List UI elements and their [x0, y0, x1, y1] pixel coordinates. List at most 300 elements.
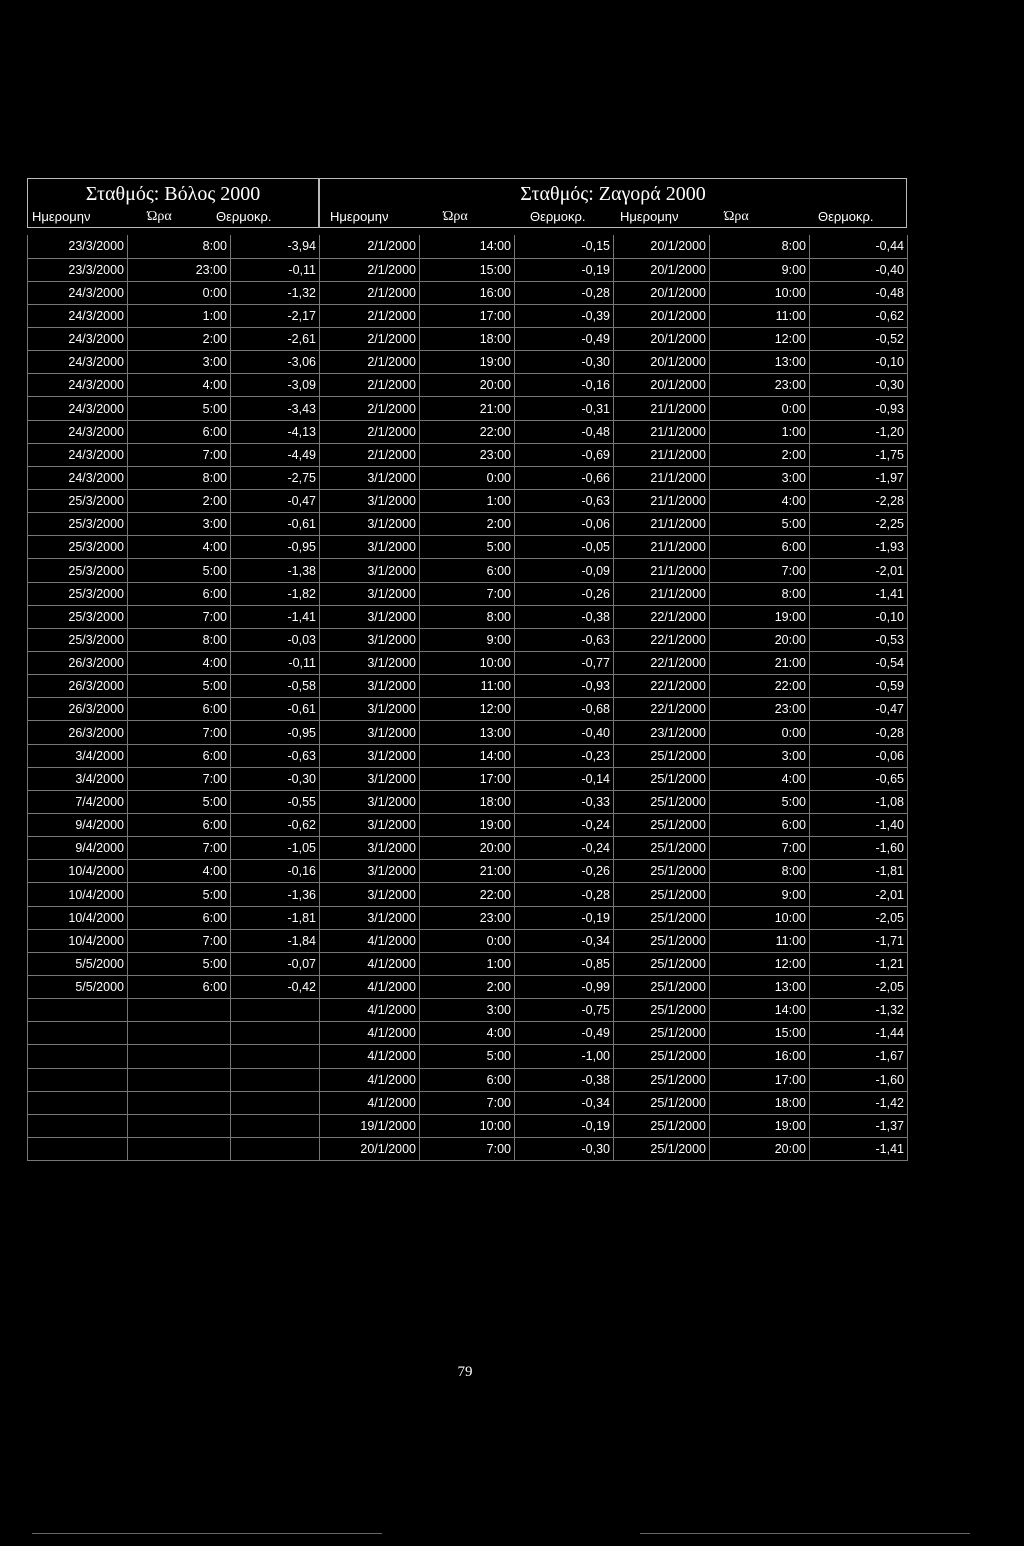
volos-cell [231, 1137, 320, 1160]
zagora-cell: 6:00 [710, 536, 810, 559]
zagora-cell: 4/1/2000 [320, 999, 420, 1022]
zagora-cell: -0,93 [515, 675, 614, 698]
volos-row [28, 1091, 320, 1114]
zagora-cell: 12:00 [710, 952, 810, 975]
zagora-cell: -0,06 [810, 744, 908, 767]
zagora-cell: -0,38 [515, 1068, 614, 1091]
zagora-row [320, 1045, 908, 1068]
zagora-cell: 25/1/2000 [614, 1068, 710, 1091]
volos-cell: 3:00 [128, 351, 231, 374]
volos-cell: 7:00 [128, 929, 231, 952]
zagora-row [320, 420, 908, 443]
zagora-cell: -0,59 [810, 675, 908, 698]
zagora-cell: 20/1/2000 [320, 1137, 420, 1160]
volos-cell: -1,82 [231, 582, 320, 605]
volos-cell: 6:00 [128, 698, 231, 721]
zagora-row [320, 721, 908, 744]
volos-row [28, 744, 320, 767]
volos-cell: -0,61 [231, 698, 320, 721]
zagora-cell: 4:00 [710, 767, 810, 790]
volos-cell: -1,38 [231, 559, 320, 582]
volos-row [28, 351, 320, 374]
volos-cell: 5:00 [128, 559, 231, 582]
zagora-cell: 4/1/2000 [320, 952, 420, 975]
zagora-cell: 3/1/2000 [320, 906, 420, 929]
volos-row [28, 814, 320, 837]
volos-cell: 8:00 [128, 628, 231, 651]
zagora-cell: -0,16 [515, 374, 614, 397]
zagora-cell: 5:00 [420, 536, 515, 559]
zagora-cell: 25/1/2000 [614, 906, 710, 929]
zagora-cell: 25/1/2000 [614, 860, 710, 883]
zagora-cell: 7:00 [710, 837, 810, 860]
zagora-col-temp-header-2: Θερμοκρ. [818, 209, 874, 224]
volos-row [28, 1045, 320, 1068]
zagora-cell: -0,52 [810, 328, 908, 351]
zagora-row [320, 1068, 908, 1091]
volos-row [28, 999, 320, 1022]
zagora-cell: 6:00 [710, 814, 810, 837]
volos-cell [28, 999, 128, 1022]
zagora-cell: 4/1/2000 [320, 1091, 420, 1114]
zagora-cell: -0,24 [515, 837, 614, 860]
volos-row [28, 883, 320, 906]
volos-row [28, 652, 320, 675]
zagora-cell: 3/1/2000 [320, 814, 420, 837]
volos-cell: 26/3/2000 [28, 698, 128, 721]
zagora-station-title: Σταθμός: Ζαγορά 2000 [520, 183, 706, 205]
volos-cell [231, 1045, 320, 1068]
volos-row [28, 443, 320, 466]
zagora-cell: 22/1/2000 [614, 605, 710, 628]
volos-cell: 23/3/2000 [28, 235, 128, 258]
volos-cell [28, 1022, 128, 1045]
zagora-cell: -0,54 [810, 652, 908, 675]
volos-row [28, 605, 320, 628]
zagora-cell: 17:00 [420, 767, 515, 790]
zagora-cell: 25/1/2000 [614, 767, 710, 790]
zagora-cell: 2/1/2000 [320, 328, 420, 351]
zagora-cell: 14:00 [710, 999, 810, 1022]
volos-cell: 4:00 [128, 860, 231, 883]
zagora-cell: 2:00 [420, 513, 515, 536]
volos-station-title: Σταθμός: Βόλος 2000 [85, 183, 261, 205]
volos-cell: 6:00 [128, 976, 231, 999]
zagora-cell: 18:00 [420, 328, 515, 351]
volos-cell: -1,05 [231, 837, 320, 860]
zagora-cell: 3/1/2000 [320, 490, 420, 513]
volos-cell: 6:00 [128, 744, 231, 767]
volos-cell: 5:00 [128, 952, 231, 975]
volos-cell: 6:00 [128, 420, 231, 443]
zagora-cell: 12:00 [420, 698, 515, 721]
zagora-cell: -0,44 [810, 235, 908, 258]
volos-row [28, 466, 320, 489]
zagora-cell: 7:00 [420, 582, 515, 605]
volos-row [28, 790, 320, 813]
volos-cell: 2:00 [128, 328, 231, 351]
volos-row [28, 490, 320, 513]
volos-cell: 8:00 [128, 466, 231, 489]
zagora-cell: -0,33 [515, 790, 614, 813]
volos-row [28, 628, 320, 651]
volos-cell: 6:00 [128, 582, 231, 605]
zagora-cell: -1,37 [810, 1114, 908, 1137]
volos-cell [28, 1114, 128, 1137]
volos-cell: 6:00 [128, 906, 231, 929]
volos-cell [128, 1045, 231, 1068]
zagora-cell: 0:00 [420, 929, 515, 952]
zagora-cell: 25/1/2000 [614, 1114, 710, 1137]
zagora-cell: 21/1/2000 [614, 490, 710, 513]
zagora-cell: 25/1/2000 [614, 814, 710, 837]
volos-cell: 5:00 [128, 675, 231, 698]
volos-cell [128, 1022, 231, 1045]
zagora-cell: 3/1/2000 [320, 721, 420, 744]
zagora-cell: 4:00 [710, 490, 810, 513]
footer-divider [32, 1533, 382, 1534]
volos-row [28, 281, 320, 304]
footer-divider-right [640, 1533, 970, 1534]
volos-cell: 3/4/2000 [28, 767, 128, 790]
volos-cell: 25/3/2000 [28, 513, 128, 536]
zagora-cell: 4:00 [420, 1022, 515, 1045]
volos-row [28, 952, 320, 975]
zagora-cell: -0,30 [810, 374, 908, 397]
zagora-cell: 2/1/2000 [320, 235, 420, 258]
volos-cell: -0,07 [231, 952, 320, 975]
zagora-cell: 20:00 [420, 837, 515, 860]
zagora-cell: 21/1/2000 [614, 536, 710, 559]
zagora-cell: 3/1/2000 [320, 698, 420, 721]
zagora-cell: 18:00 [420, 790, 515, 813]
volos-cell: 24/3/2000 [28, 328, 128, 351]
zagora-cell: 4/1/2000 [320, 976, 420, 999]
zagora-cell: 7:00 [420, 1091, 515, 1114]
zagora-cell: -0,28 [810, 721, 908, 744]
volos-row [28, 976, 320, 999]
volos-cell [28, 1045, 128, 1068]
zagora-cell: 20/1/2000 [614, 304, 710, 327]
volos-cell: -0,47 [231, 490, 320, 513]
zagora-row [320, 976, 908, 999]
zagora-cell: 4/1/2000 [320, 929, 420, 952]
zagora-cell: -0,34 [515, 929, 614, 952]
zagora-cell: 9:00 [710, 258, 810, 281]
zagora-cell: 25/1/2000 [614, 976, 710, 999]
zagora-cell: -1,75 [810, 443, 908, 466]
zagora-cell: 2/1/2000 [320, 420, 420, 443]
zagora-cell: 8:00 [710, 860, 810, 883]
zagora-row [320, 883, 908, 906]
zagora-cell: 25/1/2000 [614, 744, 710, 767]
volos-cell: 25/3/2000 [28, 628, 128, 651]
zagora-row [320, 860, 908, 883]
zagora-cell: -0,40 [810, 258, 908, 281]
zagora-cell: 3:00 [710, 744, 810, 767]
zagora-cell: 17:00 [420, 304, 515, 327]
zagora-cell: 25/1/2000 [614, 929, 710, 952]
zagora-cell: 3/1/2000 [320, 790, 420, 813]
zagora-row [320, 582, 908, 605]
zagora-cell: -1,20 [810, 420, 908, 443]
zagora-row [320, 790, 908, 813]
zagora-cell: 19/1/2000 [320, 1114, 420, 1137]
volos-cell: -0,63 [231, 744, 320, 767]
zagora-cell: 3:00 [420, 999, 515, 1022]
zagora-cell: 2/1/2000 [320, 374, 420, 397]
volos-cell: -0,11 [231, 652, 320, 675]
zagora-cell: 21:00 [420, 860, 515, 883]
zagora-cell: 2/1/2000 [320, 443, 420, 466]
zagora-cell: 21/1/2000 [614, 397, 710, 420]
volos-row [28, 235, 320, 258]
zagora-cell: -0,53 [810, 628, 908, 651]
volos-cell: -3,43 [231, 397, 320, 420]
zagora-cell: -1,32 [810, 999, 908, 1022]
zagora-cell: 25/1/2000 [614, 790, 710, 813]
zagora-cell: -1,71 [810, 929, 908, 952]
zagora-cell: 2/1/2000 [320, 397, 420, 420]
volos-cell: -1,36 [231, 883, 320, 906]
zagora-cell: 20/1/2000 [614, 374, 710, 397]
zagora-cell: -0,06 [515, 513, 614, 536]
zagora-cell: 21/1/2000 [614, 420, 710, 443]
volos-row [28, 767, 320, 790]
zagora-cell: -1,81 [810, 860, 908, 883]
zagora-cell: 25/1/2000 [614, 1022, 710, 1045]
zagora-cell: 10:00 [420, 652, 515, 675]
volos-cell: -3,06 [231, 351, 320, 374]
volos-cell: 26/3/2000 [28, 721, 128, 744]
zagora-cell: -0,65 [810, 767, 908, 790]
zagora-cell: 4/1/2000 [320, 1022, 420, 1045]
volos-cell [128, 1137, 231, 1160]
volos-cell [128, 1068, 231, 1091]
zagora-cell: 1:00 [710, 420, 810, 443]
zagora-cell: -1,42 [810, 1091, 908, 1114]
volos-cell: 25/3/2000 [28, 490, 128, 513]
volos-cell: 4:00 [128, 374, 231, 397]
zagora-cell: 3/1/2000 [320, 837, 420, 860]
zagora-cell: 0:00 [710, 397, 810, 420]
volos-cell: 24/3/2000 [28, 466, 128, 489]
zagora-row [320, 328, 908, 351]
volos-row [28, 1068, 320, 1091]
zagora-cell: 13:00 [420, 721, 515, 744]
zagora-cell: 25/1/2000 [614, 952, 710, 975]
zagora-cell: 21/1/2000 [614, 466, 710, 489]
volos-row [28, 420, 320, 443]
zagora-row [320, 1137, 908, 1160]
zagora-row [320, 814, 908, 837]
zagora-cell: 25/1/2000 [614, 1137, 710, 1160]
zagora-cell: 25/1/2000 [614, 883, 710, 906]
zagora-col-time-header-2: Ώρα [724, 209, 749, 224]
zagora-cell: 19:00 [420, 351, 515, 374]
zagora-row [320, 698, 908, 721]
volos-cell: -1,41 [231, 605, 320, 628]
volos-cell: 7:00 [128, 605, 231, 628]
zagora-cell: 19:00 [710, 1114, 810, 1137]
zagora-cell: 3/1/2000 [320, 466, 420, 489]
zagora-cell: 22/1/2000 [614, 652, 710, 675]
volos-cell: 6:00 [128, 814, 231, 837]
zagora-cell: 23:00 [420, 906, 515, 929]
zagora-cell: 3/1/2000 [320, 675, 420, 698]
zagora-cell: -0,66 [515, 466, 614, 489]
zagora-cell: 2/1/2000 [320, 351, 420, 374]
volos-cell: 10/4/2000 [28, 906, 128, 929]
volos-cell: 7/4/2000 [28, 790, 128, 813]
volos-cell: 7:00 [128, 767, 231, 790]
zagora-cell: 21/1/2000 [614, 582, 710, 605]
volos-cell: 9/4/2000 [28, 814, 128, 837]
zagora-cell: -0,09 [515, 559, 614, 582]
zagora-cell: 11:00 [420, 675, 515, 698]
volos-cell: 23/3/2000 [28, 258, 128, 281]
volos-row [28, 258, 320, 281]
zagora-row [320, 999, 908, 1022]
zagora-col-date-header-1: Ημερομην [330, 209, 389, 224]
zagora-cell: 2/1/2000 [320, 258, 420, 281]
zagora-cell: -0,30 [515, 351, 614, 374]
zagora-cell: 25/1/2000 [614, 1045, 710, 1068]
zagora-cell: -1,41 [810, 582, 908, 605]
volos-row [28, 906, 320, 929]
volos-cell: 25/3/2000 [28, 605, 128, 628]
volos-cell: 8:00 [128, 235, 231, 258]
zagora-col-time-header-1: Ώρα [443, 209, 468, 224]
volos-row [28, 837, 320, 860]
zagora-cell: -0,48 [515, 420, 614, 443]
zagora-cell: -0,85 [515, 952, 614, 975]
zagora-cell: 17:00 [710, 1068, 810, 1091]
zagora-cell: -0,68 [515, 698, 614, 721]
volos-cell [28, 1068, 128, 1091]
volos-row [28, 513, 320, 536]
zagora-cell: -1,60 [810, 1068, 908, 1091]
zagora-cell: 20/1/2000 [614, 328, 710, 351]
zagora-cell: 21:00 [710, 652, 810, 675]
zagora-cell: 3/1/2000 [320, 744, 420, 767]
volos-cell: -0,11 [231, 258, 320, 281]
zagora-cell: 22:00 [420, 420, 515, 443]
volos-cell: 2:00 [128, 490, 231, 513]
zagora-cell: 1:00 [420, 490, 515, 513]
volos-cell [231, 999, 320, 1022]
zagora-cell: -1,41 [810, 1137, 908, 1160]
zagora-cell: -2,01 [810, 883, 908, 906]
volos-cell: 25/3/2000 [28, 559, 128, 582]
zagora-row [320, 744, 908, 767]
zagora-cell: 18:00 [710, 1091, 810, 1114]
zagora-cell: 13:00 [710, 976, 810, 999]
zagora-row [320, 906, 908, 929]
zagora-cell: -0,49 [515, 328, 614, 351]
zagora-cell: -0,14 [515, 767, 614, 790]
zagora-cell: 3/1/2000 [320, 559, 420, 582]
zagora-cell: 21/1/2000 [614, 559, 710, 582]
zagora-cell: 4/1/2000 [320, 1068, 420, 1091]
volos-cell: -0,30 [231, 767, 320, 790]
volos-cell: 24/3/2000 [28, 304, 128, 327]
zagora-cell: -0,75 [515, 999, 614, 1022]
volos-row [28, 721, 320, 744]
zagora-cell: 6:00 [420, 1068, 515, 1091]
zagora-cell: 22/1/2000 [614, 628, 710, 651]
zagora-cell: -0,31 [515, 397, 614, 420]
zagora-cell: 0:00 [420, 466, 515, 489]
zagora-cell: 10:00 [710, 281, 810, 304]
volos-cell: 5:00 [128, 790, 231, 813]
volos-cell: 24/3/2000 [28, 443, 128, 466]
zagora-cell: 4/1/2000 [320, 1045, 420, 1068]
volos-cell: 25/3/2000 [28, 582, 128, 605]
zagora-cell: 2:00 [710, 443, 810, 466]
zagora-cell: 7:00 [710, 559, 810, 582]
zagora-cell: 11:00 [710, 929, 810, 952]
volos-cell: 5:00 [128, 397, 231, 420]
volos-row [28, 698, 320, 721]
zagora-cell: -2,05 [810, 976, 908, 999]
zagora-cell: -0,77 [515, 652, 614, 675]
zagora-row [320, 490, 908, 513]
zagora-cell: -1,67 [810, 1045, 908, 1068]
volos-cell: 4:00 [128, 652, 231, 675]
zagora-cell: 23:00 [710, 698, 810, 721]
zagora-cell: 3/1/2000 [320, 860, 420, 883]
volos-row [28, 675, 320, 698]
zagora-cell: -0,26 [515, 860, 614, 883]
zagora-cell: -0,63 [515, 628, 614, 651]
zagora-cell: -0,24 [515, 814, 614, 837]
zagora-cell: -1,93 [810, 536, 908, 559]
zagora-table [319, 235, 908, 1161]
zagora-cell: -0,63 [515, 490, 614, 513]
volos-row [28, 1137, 320, 1160]
zagora-cell: 9:00 [420, 628, 515, 651]
zagora-cell: -2,28 [810, 490, 908, 513]
zagora-cell: 3/1/2000 [320, 652, 420, 675]
zagora-row [320, 304, 908, 327]
volos-cell: -2,61 [231, 328, 320, 351]
volos-cell: 9/4/2000 [28, 837, 128, 860]
zagora-cell: 20:00 [420, 374, 515, 397]
zagora-row [320, 767, 908, 790]
zagora-cell: 3/1/2000 [320, 767, 420, 790]
volos-cell: -3,09 [231, 374, 320, 397]
zagora-row [320, 628, 908, 651]
zagora-cell: 22/1/2000 [614, 675, 710, 698]
zagora-cell: 7:00 [420, 1137, 515, 1160]
volos-cell: -1,81 [231, 906, 320, 929]
zagora-row [320, 513, 908, 536]
volos-cell: 24/3/2000 [28, 420, 128, 443]
zagora-cell: 15:00 [710, 1022, 810, 1045]
volos-cell: -3,94 [231, 235, 320, 258]
volos-cell: -1,32 [231, 281, 320, 304]
zagora-col-date-header-2: Ημερομην [620, 209, 679, 224]
zagora-cell: 22:00 [420, 883, 515, 906]
volos-row [28, 1022, 320, 1045]
volos-row [28, 328, 320, 351]
volos-cell: 24/3/2000 [28, 281, 128, 304]
volos-cell: -0,95 [231, 721, 320, 744]
zagora-cell: 12:00 [710, 328, 810, 351]
volos-col-date-header: Ημερομην [32, 209, 91, 224]
volos-cell: 26/3/2000 [28, 652, 128, 675]
